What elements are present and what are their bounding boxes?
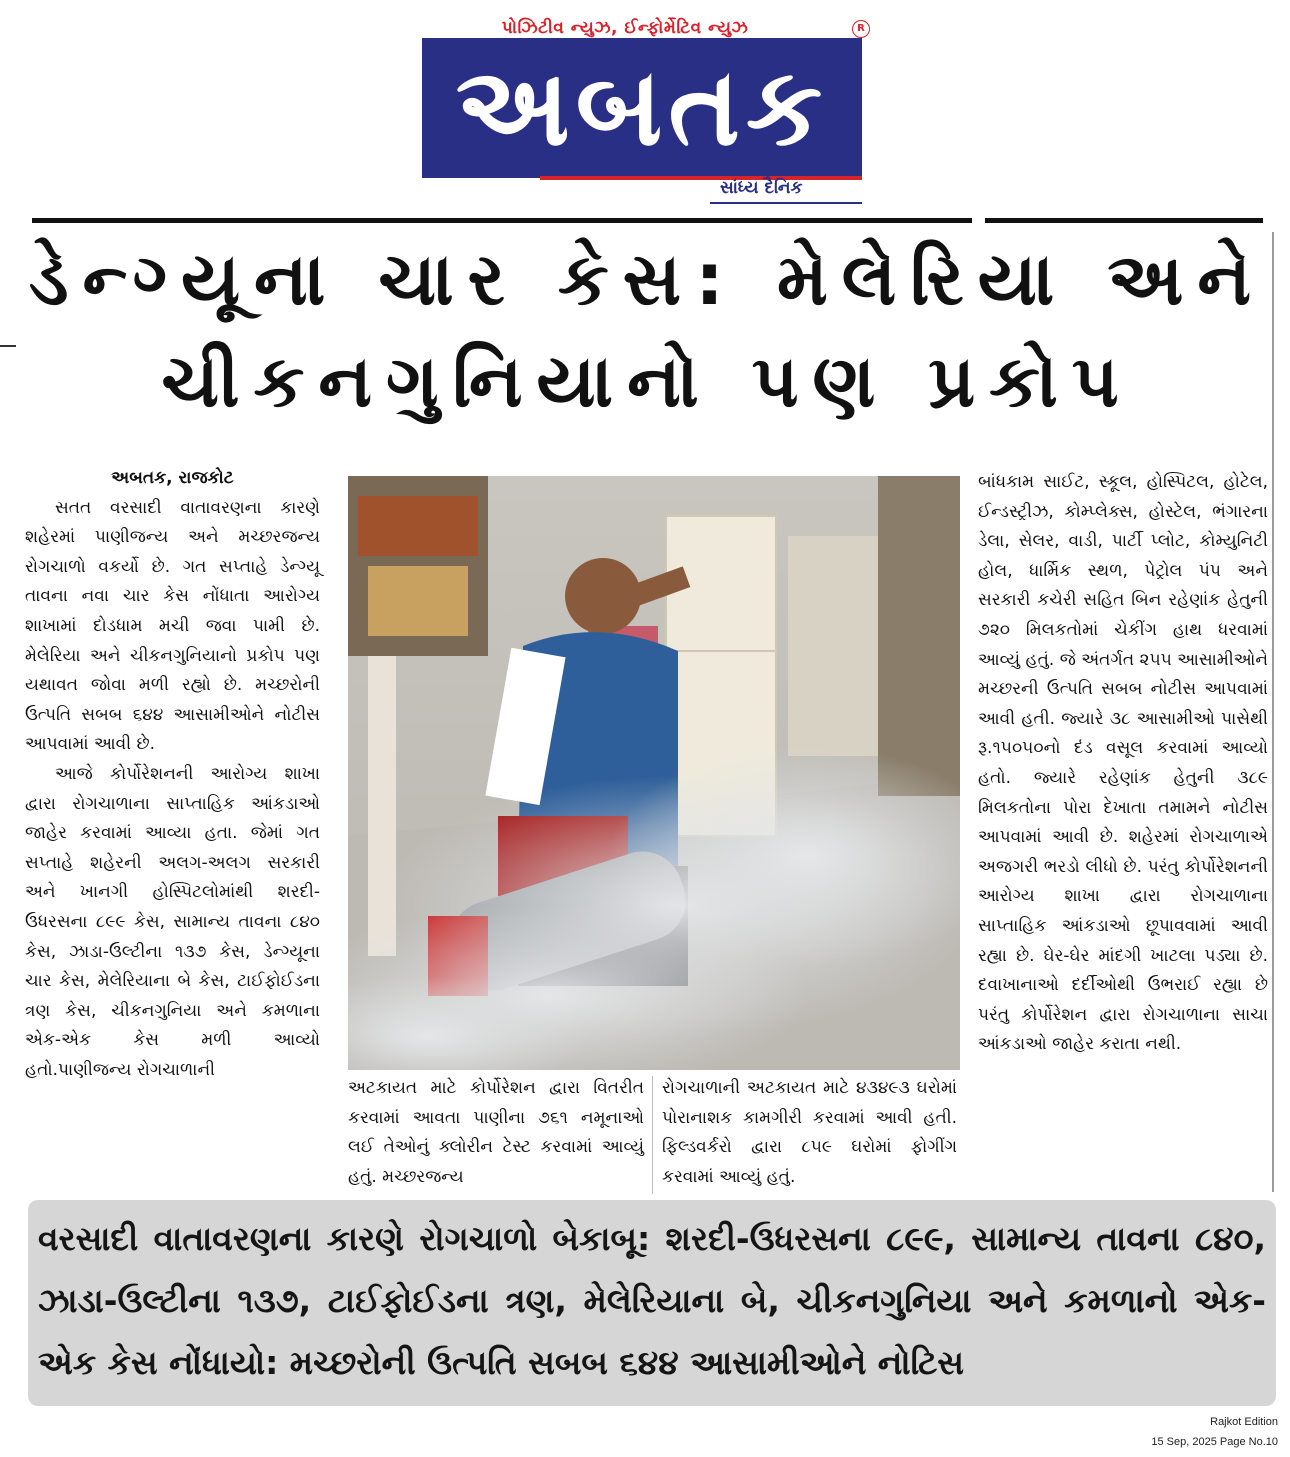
column-divider [652, 1076, 653, 1194]
page-footer [1151, 1412, 1278, 1452]
edition-label: Rajkot Edition [1210, 1416, 1278, 1428]
article-paragraph-1: સતત વરસાદી વાતાવરણના કારણે શહેરમાં પાણીજન્ય અને મચ્છરજન્ય રોગચાળો વકર્યો છે. ગત સપ્તાહે ડેન્ગ્યૂ તાવના નવા ચાર કેસ નોંધાતા આરોગ્ય શાખામાં દોડધામ મચી જવા પામી છે. મેલેરિયા અને ચીકનગુનિયાનો પ્રકોપ પણ યથાવત જોવા મળી રહ્યો છે. મચ્છરોની ઉત્પતિ સબબ ૬૪૪ આસામીઓને નોટીસ આપવામાં આવી છે. [25, 497, 320, 755]
highlight-box-text: વરસાદી વાતાવરણના કારણે રોગચાળો બેકાબૂ: શરદી-ઉધરસના ૮૯૯, સામાન્ય તાવના ૮૪૦, ઝાડા-ઉલ્ટીના ૧૩૭, ટાઈફોઈડના ત્રણ, મેલેરિયાના બે, ચીકનગુનિયા અને કમળાનો એક-એક કેસ નોંધાયો: મચ્છરોની ઉત્પતિ સબબ ૬૪૪ આસામીઓને નોટિસ [38, 1219, 1266, 1382]
byline: અબતક, રાજકોટ [111, 468, 234, 488]
fogging-photo [348, 476, 960, 1070]
registered-mark: R [852, 20, 870, 38]
article-column-2 [348, 1074, 644, 1192]
headline-rule-left [32, 218, 972, 223]
fogging-photo-illustration [348, 476, 960, 1070]
article-column-4-text: બાંધકામ સાઈટ, સ્કૂલ, હોસ્પિટલ, હોટેલ, ઈન્ડસ્ટ્રીઝ, કોમ્પ્લેક્સ, હોસ્ટેલ, ભંગારના ડેલા, સેલર, વાડી, પાર્ટી પ્લોટ, કોમ્યુનિટી હોલ, ધાર્મિક સ્થળ, પેટ્રોલ પંપ અને સરકારી કચેરી સહિત બિન રહેણાંક હેતુની ૭૨૦ મિલકતોમાં ચેકીંગ હાથ ધરવામાં આવ્યું હતું. જે અંતર્ગત ૨૫૫ આસામીઓને મચ્છરની ઉત્પતિ સબબ નોટીસ આપવામાં આવી હતી. જ્યારે ૩૮ આસામીઓ પાસેથી રૂ.૧૫૦૫૦નો દંડ વસૂલ કરવામાં આવ્યો હતો. જ્યારે રહેણાંક હેતુની ૩૮૯ મિલકતોના પોરા દેખાતા તમામને નોટીસ આપવામાં આવી છે. શહેરમાં રોગચાળાએ અજગરી ભરડો લીધો છે. પરંતુ કોર્પોરેશનની આરોગ્ય શાખા દ્વારા રોગચાળાના સાપ્તાહિક આંકડાઓ છૂપાવવામાં આવી રહ્યા છે. ઘેર-ઘેર માંદગી ખાટલા પડ્યા છે. દવાખાનાઓ દર્દીઓથી ઉભરાઈ રહ્યા છે પરંતુ કોર્પોરેશન દ્વારા રોગચાળાના સાચા આંકડાઓ જાહેર કરાતા નથી. [978, 472, 1268, 1055]
masthead-tagline: પોઝિટીવ ન્યુઝ, ઈન્ફોર્મેટિવ ન્યુઝ [501, 18, 749, 38]
page-headline: ડેન્ગ્યૂના ચાર કેસ: મેલેરિયા અને ચીકનગુનિયાનો પણ પ્રકોપ [29, 237, 1265, 423]
masthead-subtitle: સાંધ્ય દૈનિક [720, 178, 803, 198]
margin-tick [0, 345, 16, 347]
article-column-3-text: રોગચાળાની અટકાયત માટે ૪૩૪૯૩ ઘરોમાં પોરાનાશક કામગીરી કરવામાં આવી હતી. ફિલ્ડવર્કરો દ્વારા ૮૫૯ ઘરોમાં ફોગીંગ કરવામાં આવ્યું હતું. [662, 1078, 957, 1187]
article-column-3 [662, 1074, 957, 1192]
subtitle-underline [710, 202, 862, 204]
headline-rule-right [985, 218, 1263, 223]
article-column-4 [978, 468, 1268, 1060]
article-column-2-text: અટકાયત માટે કોર્પોરેશન દ્વારા વિતરીત કરવામાં આવતા પાણીના ૭૬૧ નમૂનાઓ લઈ તેઓનું ક્લોરીન ટેસ્ટ કરવામાં આવ્યું હતું. મચ્છરજન્ય [348, 1078, 644, 1187]
newspaper-logo: અબતક [422, 38, 862, 178]
logo-red-stripe [540, 176, 862, 180]
article-paragraph-2: આજે કોર્પોરેશનની આરોગ્ય શાખા દ્વારા રોગચાળાના સાપ્તાહિક આંકડાઓ જાહેર કરવામાં આવ્યા હતા. જેમાં ગત સપ્તાહે શહેરની અલગ-અલગ સરકારી અને ખાનગી હોસ્પિટલોમાંથી શરદી-ઉધરસના ૮૯૯ કેસ, સામાન્ય તાવના ૮૪૦ કેસ, ઝાડા-ઉલ્ટીના ૧૩૭ કેસ, ડેન્ગ્યૂના ચાર કેસ, મેલેરિયાના બે કેસ, ટાઈફોઈડના ત્રણ કેસ, ચીકનગુનિયા અને કમળાના એક-એક કેસ મળી આવ્યો હતો.પાણીજન્ય રોગચાળાની [25, 763, 320, 1080]
page-edge-rule [1272, 232, 1274, 1192]
date-page-label: 15 Sep, 2025 Page No.10 [1151, 1436, 1278, 1448]
article-column-1 [25, 464, 320, 1085]
masthead [420, 18, 870, 208]
